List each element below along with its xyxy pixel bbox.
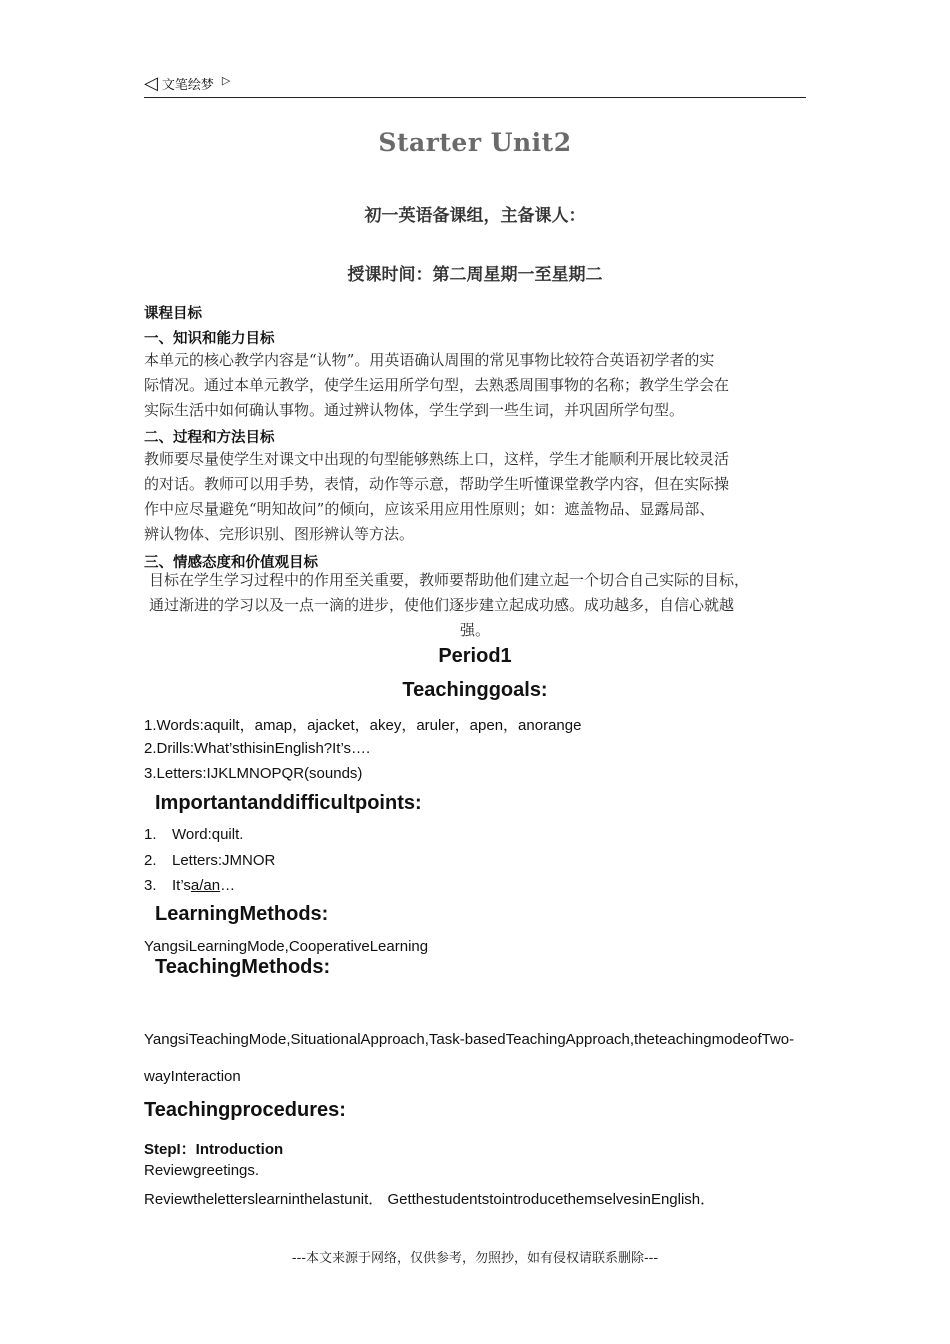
list-text: Word:quilt. [172,826,244,843]
teaching-goals-heading: Teachinggoals: [402,679,548,701]
learning-methods-heading: LearningMethods: [155,903,329,925]
important-point-item [144,826,243,843]
section1-line: 际情况。通过本单元教学，使学生运用所学句型，去熟悉周围事物的名称；教学生学会在 [144,376,730,394]
learning-methods-text: YangsiLearningMode,CooperativeLearning [144,938,429,955]
teaching-methods-text: YangsiTeachingMode,SituationalApproach,Task-basedTeachingApproach,theteachingmodeofTwo- [144,1031,795,1048]
header-divider [144,97,806,98]
goals-heading: 课程目标 [144,306,202,322]
subtitle-preparer: 初一英语备课组，主备课人： [364,206,586,226]
teaching-methods-text-cont: wayInteraction [144,1068,241,1085]
list-text-prefix: It’s [172,877,191,894]
section1-heading: 一、知识和能力目标 [144,331,275,347]
list-number: 1. [144,826,157,843]
step1-line: Reviewtheletterslearninthelastunit． GetthestudentstointroducethemselvesinEnglish． [144,1191,716,1208]
teaching-goal-item: 3.Letters:IJKLMNOPQR(sounds) [144,765,363,782]
teaching-procedures-heading: Teachingprocedures: [144,1099,346,1121]
section1-line: 本单元的核心教学内容是“认物”。用英语确认周围的常见事物比较符合英语初学者的实 [144,351,715,369]
list-number: 3. [144,877,157,894]
important-points-heading: Importantanddifficultpoints: [155,792,422,814]
section2-line: 教师要尽量使学生对课文中出现的句型能够熟练上口，这样，学生才能顺利开展比较灵活 [144,450,730,468]
teaching-goal-item: 1.Words:aquilt，amap，ajacket，akey，aruler，apen，anorange [144,717,582,734]
header-brand: 文笔绘梦 [161,78,214,93]
list-text-underlined: a/an [190,877,221,894]
list-text-suffix: … [220,877,236,894]
section3-paragraph [149,568,749,618]
step1-line: Reviewgreetings. [144,1162,260,1179]
document-title: Starter Unit2 [378,128,572,157]
section3-line: 强。 [459,621,490,639]
section3-line: 目标在学生学习过程中的作用至关重要，教师要帮助他们建立起一个切合自己实际的目标， [149,571,750,589]
section2-line: 的对话。教师可以用手势，表情，动作等示意，帮助学生听懂课堂教学内容，但在实际操 [144,475,730,493]
teaching-goal-item: 2.Drills:What’sthisinEnglish?It’s…. [144,740,371,757]
section3-heading: 三、情感态度和价值观目标 [144,555,318,571]
section2-paragraph [144,447,729,547]
section1-line: 实际生活中如何确认事物。通过辨认物体，学生学到一些生词，并巩固所学句型。 [144,401,685,419]
important-point-item [144,852,275,869]
section2-line: 作中应尽量避免“明知故问”的倾向，应该采用应用性原则；如：遮盖物品、显露局部、 [144,500,715,518]
section2-heading: 二、过程和方法目标 [144,430,275,446]
step1-heading: StepI：Introduction [144,1141,284,1158]
important-point-item [144,877,235,894]
list-number: 2. [144,852,157,869]
section1-paragraph [144,348,729,423]
period-heading: Period1 [438,645,512,667]
left-triangle-icon: ◁ [144,72,158,94]
list-text: Letters:JMNOR [172,852,276,869]
section3-line: 通过渐进的学习以及一点一滴的进步，使他们逐步建立起成功感。成功越多，自信心就越 [149,596,735,614]
page-footer: ---本文来源于网络，仅供参考，勿照抄，如有侵权请联系删除--- [291,1251,659,1266]
teaching-methods-heading: TeachingMethods: [155,956,331,978]
subtitle-schedule: 授课时间：第二周星期一至星期二 [347,265,603,285]
page-header [144,74,230,93]
section2-line: 辨认物体、完形识别、图形辨认等方法。 [144,525,415,543]
right-triangle-icon: ▷ [221,74,231,87]
